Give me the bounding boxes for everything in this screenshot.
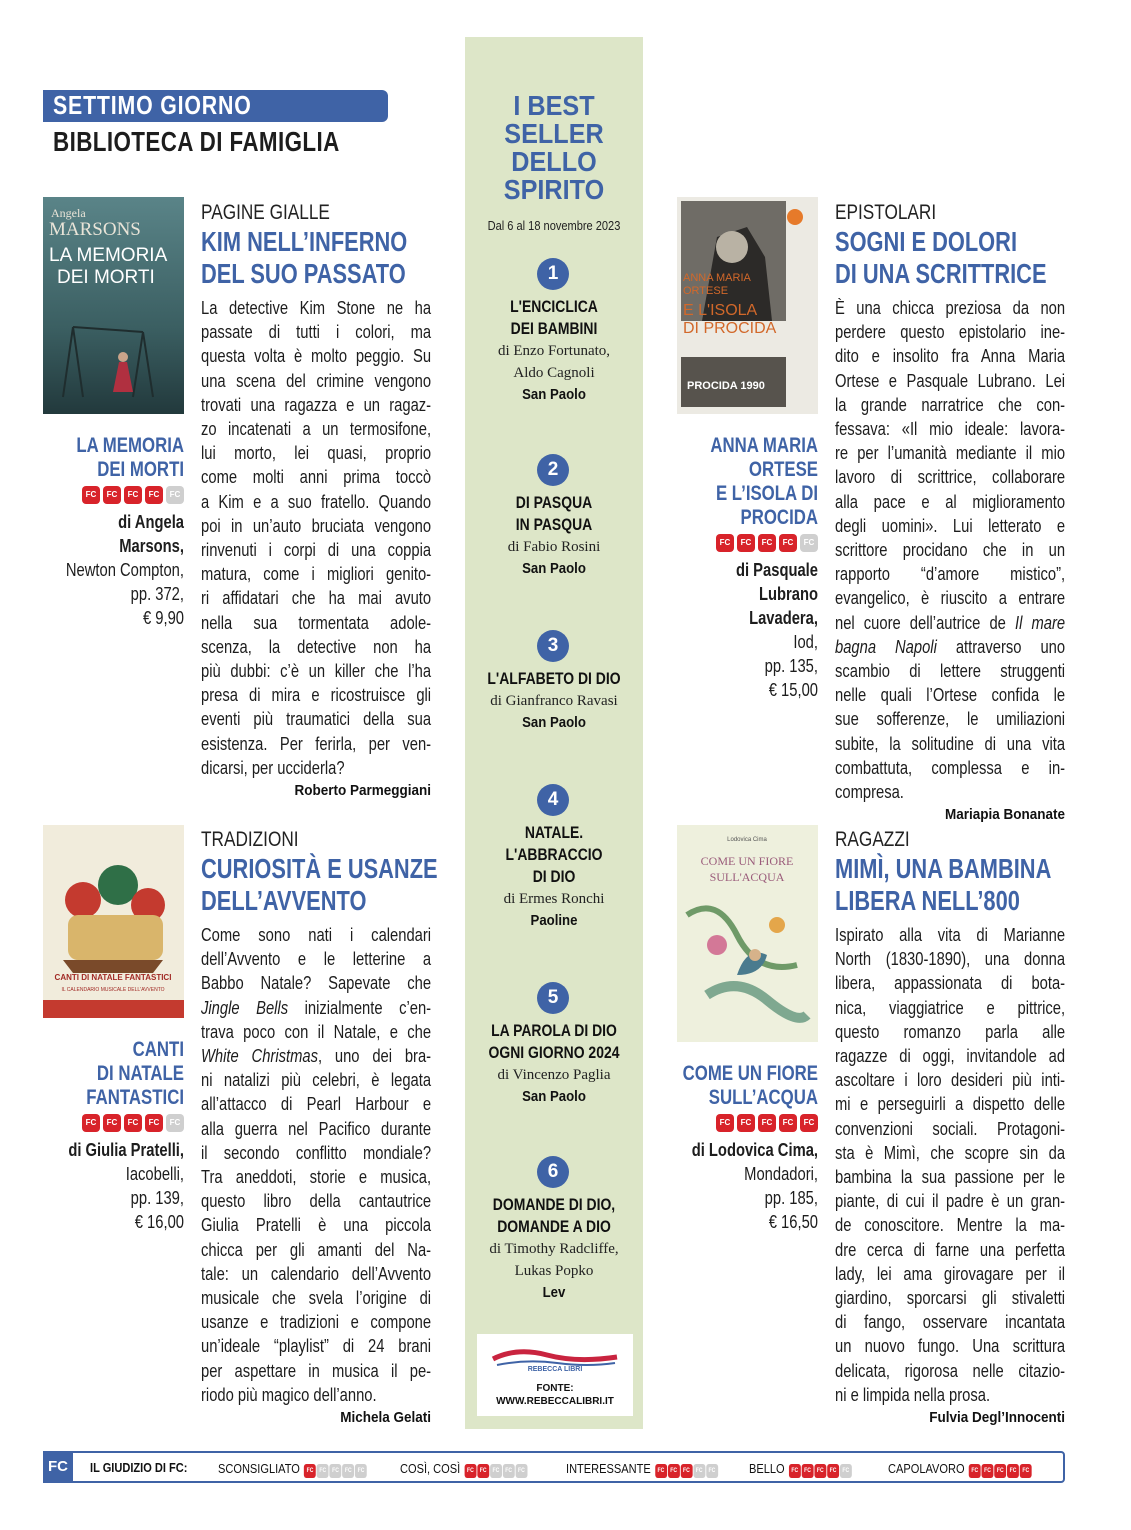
review-category: TRADIZIONI: [201, 828, 299, 851]
book-author: di Angela: [118, 512, 184, 532]
review-line: lui morto, lei quasi, proprio: [201, 443, 432, 464]
fc-rating: [637, 534, 818, 552]
review-line: Babbo Natale? Sapevate che: [201, 973, 432, 994]
review-line: tale: un calendario dell’Avvento: [201, 1263, 432, 1284]
review-article: [835, 200, 1065, 826]
review-body: [201, 296, 431, 780]
bestseller-dates: Dal 6 al 18 novembre 2023: [487, 218, 621, 233]
book-meta: € 15,00: [768, 680, 818, 700]
fc-rating-icon: FC: [814, 1464, 826, 1478]
bestseller-title: OGNI GIORNO 2024: [488, 1043, 620, 1062]
review-line: una scena del crimine vengono: [201, 370, 432, 391]
section-subtitle: BIBLIOTECA DI FAMIGLIA: [53, 126, 340, 157]
review-line: nica, viaggiatrice e pittrice,: [835, 997, 1066, 1018]
review-line: de conoscitore. Mentre la ma-: [835, 1215, 1066, 1236]
review-line: come molti anni prima toccò: [201, 467, 432, 488]
book-meta: Iod,: [793, 632, 818, 652]
review-article: [835, 827, 1065, 1429]
review-line: bambina la sua passione per le: [835, 1167, 1066, 1188]
legend-item: [218, 1460, 367, 1478]
book-meta: € 16,50: [768, 1212, 818, 1232]
review-headline: DI UNA SCRITTRICE: [835, 258, 1047, 289]
book-title: PROCIDA: [740, 506, 818, 529]
book-title: FANTASTICI: [86, 1086, 184, 1109]
review-line: esistenza. Per ferirla, per ven-: [201, 733, 432, 754]
fc-rating-icon: FC: [304, 1464, 316, 1478]
book-meta: pp. 139,: [130, 1188, 184, 1208]
book-meta: Iacobelli,: [125, 1164, 184, 1184]
book-title: LA MEMORIA: [76, 434, 184, 457]
review-line: mi e perseguirli a dispetto delle: [835, 1094, 1066, 1115]
svg-text:ORTESE: ORTESE: [683, 285, 729, 297]
legend-rating: [654, 1460, 718, 1478]
legend-label: IL GIUDIZIO DI FC:: [90, 1460, 188, 1475]
fc-rating-icon: FC: [166, 1114, 184, 1132]
bestseller-item: [465, 1194, 643, 1304]
fc-rating-icon: FC: [330, 1464, 342, 1478]
bestseller-title: DOMANDE DI DIO,: [492, 1195, 616, 1214]
book-details: [3, 434, 184, 630]
bestseller-item: [465, 492, 643, 580]
svg-text:Lodovica Cima: Lodovica Cima: [727, 837, 767, 843]
fc-rating-icon: FC: [706, 1464, 718, 1478]
review-line: questo romanzo parla alle: [835, 1021, 1066, 1042]
review-line: dell’Avvento e le letterine a: [201, 949, 432, 970]
bestseller-title: L'ABBRACCIO: [505, 845, 603, 864]
bestseller-title: I BEST SELLER DELLO SPIRITO: [503, 90, 605, 205]
rebecca-libri-logo: [487, 1345, 623, 1373]
review-line: delicata, rigorosa nelle citazio-: [835, 1360, 1066, 1381]
legend-item: [888, 1460, 1032, 1478]
fc-rating-icon: FC: [124, 486, 142, 504]
review-category: RAGAZZI: [835, 828, 910, 851]
svg-text:DEI MORTI: DEI MORTI: [57, 267, 155, 288]
book-title: ORTESE: [748, 458, 818, 481]
review-line: più dubbi: c’è un killer che l’ha: [201, 661, 432, 682]
review-line: poi in un’auto bruciata vengono: [201, 515, 432, 536]
review-line: il secondo conflitto mondiale?: [201, 1142, 432, 1163]
book-title: DEI MORTI: [97, 458, 184, 481]
review-line: all’attacco di Pearl Harbour e: [201, 1094, 432, 1115]
svg-text:LA MEMORIA: LA MEMORIA: [49, 245, 168, 266]
review-headline: CURIOSITÀ E USANZE: [201, 853, 438, 884]
svg-text:CANTI DI NATALE FANTASTICI: CANTI DI NATALE FANTASTICI: [54, 973, 172, 982]
fc-rating-icon: FC: [789, 1464, 801, 1478]
bestseller-title: DOMANDE A DIO: [497, 1217, 611, 1236]
fc-rating-icon: FC: [827, 1464, 839, 1478]
fc-rating-icon: FC: [103, 1114, 121, 1132]
fc-rating-icon: FC: [342, 1464, 354, 1478]
review-line: Tra aneddoti, storie e musica,: [201, 1167, 432, 1188]
review-line: matura, come i migliori genito-: [201, 564, 432, 585]
review-line: ascoltare i loro desideri più inti-: [835, 1070, 1066, 1091]
svg-text:MARSONS: MARSONS: [49, 219, 141, 240]
bestseller-title: L'ENCICLICA: [510, 297, 598, 316]
review-line: nelle quali l’Ortese confida le: [835, 685, 1066, 706]
review-line: libera, appassionata di bota-: [835, 973, 1066, 994]
fc-rating-icon: FC: [1007, 1464, 1019, 1478]
legend-rating: [303, 1460, 367, 1478]
bestseller-publisher: San Paolo: [522, 560, 586, 577]
book-meta: Mondadori,: [744, 1164, 818, 1184]
bestseller-publisher: Lev: [542, 1284, 566, 1301]
review-line: musicale che svela l’origine di: [201, 1288, 432, 1309]
fc-rating-icon: FC: [716, 534, 734, 552]
book-title: CANTI: [132, 1038, 184, 1061]
legend-rating: [788, 1460, 852, 1478]
rank-badge: 6: [537, 1156, 569, 1188]
book-cover-come-un-fiore: [677, 825, 818, 1042]
svg-text:ANNA MARIA: ANNA MARIA: [683, 272, 751, 284]
review-body: [835, 923, 1065, 1407]
fc-rating-icon: FC: [655, 1464, 667, 1478]
fc-rating-icon: FC: [693, 1464, 705, 1478]
review-line: rinvenuti i corpi di una coppia: [201, 540, 432, 561]
legend-label: SCONSIGLIATO: [218, 1461, 300, 1476]
review-line: questo libro della cantautrice: [201, 1191, 432, 1212]
bestseller-author: di Timothy Radcliffe,: [489, 1241, 619, 1257]
book-cover-memoria-dei-morti: [43, 197, 184, 414]
review-line: trava poco con il Natale, e che: [201, 1021, 432, 1042]
legend-label: INTERESSANTE: [566, 1461, 651, 1476]
review-line: compresa.: [835, 782, 904, 803]
bestseller-author: di Enzo Fortunato,: [497, 343, 611, 359]
review-line: dito e insolito fra Anna Maria: [835, 346, 1066, 367]
review-line: perdere questo epistolario ine-: [835, 322, 1066, 343]
review-line: North (1830-1890), una donna: [835, 949, 1066, 970]
review-line: bagna Napoli attraverso uno: [835, 636, 1066, 657]
review-line: a Kim e a suo fratello. Quando: [201, 491, 432, 512]
bestseller-title: DI PASQUA: [515, 493, 593, 512]
rank-badge: 5: [537, 982, 569, 1014]
fc-rating-icon: FC: [103, 486, 121, 504]
book-meta: € 9,90: [142, 608, 184, 628]
book-details: [637, 1062, 818, 1234]
bestseller-title: DI DIO: [532, 867, 576, 886]
review-article: [201, 200, 431, 802]
review-line: Ispirato alla vita di Marianne: [835, 925, 1066, 945]
fc-rating-icon: FC: [82, 486, 100, 504]
review-signature: Fulvia Degl’Innocenti: [929, 1409, 1065, 1427]
fc-rating-icon: FC: [1020, 1464, 1032, 1478]
review-line: chicca per gli amanti del Na-: [201, 1239, 432, 1260]
review-line: scrittore procidano che in un: [835, 540, 1066, 561]
review-line: Come sono nati i calendari: [201, 925, 432, 945]
bestseller-publisher: San Paolo: [522, 386, 586, 403]
review-line: dicarsi, per ucciderla?: [201, 757, 345, 778]
review-line: degli uomini». Lui letterato e: [835, 515, 1066, 536]
fc-rating-icon: FC: [779, 534, 797, 552]
review-line: giardino, sporcarsi gli stivaletti: [835, 1288, 1066, 1309]
review-article: [201, 827, 438, 1429]
review-headline: KIM NELL’INFERNO: [201, 226, 408, 257]
review-line: presa di mira e ricostruisce gli: [201, 685, 432, 706]
fc-rating-icon: FC: [994, 1464, 1006, 1478]
svg-text:E L'ISOLA: E L'ISOLA: [683, 302, 758, 319]
bestseller-author: di Ermes Ronchi: [503, 891, 605, 907]
review-line: La detective Kim Stone ne ha: [201, 298, 432, 318]
review-line: sue sofferenze, le umiliazioni: [835, 709, 1066, 730]
book-title: ANNA MARIA: [710, 434, 818, 457]
book-author: di Giulia Pratelli,: [68, 1140, 184, 1160]
book-title: SULL’ACQUA: [708, 1086, 818, 1109]
book-meta: pp. 372,: [130, 584, 184, 604]
bestseller-publisher: San Paolo: [522, 714, 586, 731]
fc-rating-icon: FC: [800, 1114, 818, 1132]
review-headline: SOGNI E DOLORI: [835, 226, 1018, 257]
svg-text:PROCIDA 1990: PROCIDA 1990: [687, 380, 765, 392]
review-body: [835, 296, 1065, 804]
bestseller-author: di Vincenzo Paglia: [497, 1067, 611, 1083]
bestseller-author: Aldo Cagnoli: [513, 365, 595, 381]
review-line: ragazze di oggi, invitandole ad: [835, 1046, 1066, 1067]
review-headline: DEL SUO PASSATO: [201, 258, 406, 289]
fc-rating-icon: FC: [464, 1464, 476, 1478]
review-line: la grande narratrice che con-: [835, 394, 1066, 415]
fc-rating-icon: FC: [758, 1114, 776, 1132]
bestseller-author: Lukas Popko: [514, 1263, 594, 1279]
fc-rating-icon: FC: [716, 1114, 734, 1132]
review-line: riodo più magico dell’anno.: [201, 1384, 377, 1405]
book-details: [637, 434, 818, 702]
bestseller-publisher: Paoline: [530, 912, 578, 929]
book-author: di Pasquale: [735, 560, 818, 580]
svg-text:DI PROCIDA: DI PROCIDA: [683, 320, 777, 337]
review-line: È una chicca preziosa da non: [835, 298, 1066, 318]
review-signature: Michela Gelati: [340, 1409, 431, 1427]
fc-rating: [637, 1114, 818, 1132]
svg-text:COME UN FIORE: COME UN FIORE: [700, 854, 794, 868]
fc-rating-icon: FC: [317, 1464, 329, 1478]
fc-rating: [3, 1114, 184, 1132]
fc-rating-icon: FC: [982, 1464, 994, 1478]
fc-rating-icon: FC: [668, 1464, 680, 1478]
review-line: questa volta è molto peggio. Su: [201, 346, 432, 367]
book-title: COME UN FIORE: [682, 1062, 818, 1085]
bestseller-title: LA PAROLA DI DIO: [491, 1021, 617, 1040]
book-meta: pp. 135,: [764, 656, 818, 676]
book-author: Lavadera,: [749, 608, 818, 628]
review-line: re per l’umanità mediante il mio: [835, 443, 1066, 464]
fc-rating-icon: FC: [82, 1114, 100, 1132]
bestseller-item: [465, 822, 643, 932]
review-signature: Mariapia Bonanate: [944, 806, 1065, 824]
review-line: un’ideale “playlist” di 24 brani: [201, 1336, 432, 1357]
review-line: scambio di lettere struggenti: [835, 661, 1066, 682]
review-line: usanze e tradizioni e compone: [201, 1312, 432, 1333]
fc-rating-icon: FC: [145, 486, 163, 504]
svg-text:Angela: Angela: [51, 206, 86, 220]
bestseller-title: NATALE.: [524, 823, 584, 842]
book-meta: pp. 185,: [764, 1188, 818, 1208]
review-line: lady, lei ama girovagare per il: [835, 1263, 1066, 1284]
svg-text:IL CALENDARIO MUSICALE DELL'AV: IL CALENDARIO MUSICALE DELL'AVVENTO: [61, 987, 165, 993]
legend-label: BELLO: [749, 1461, 785, 1476]
fc-rating-icon: FC: [840, 1464, 852, 1478]
fc-logo: FC: [43, 1451, 73, 1483]
fc-rating-icon: FC: [758, 534, 776, 552]
rank-badge: 1: [537, 258, 569, 290]
book-meta: € 16,00: [134, 1212, 184, 1232]
bestseller-author: di Gianfranco Ravasi: [490, 693, 618, 709]
fc-rating-icon: FC: [166, 486, 184, 504]
review-line: ni natalizi più celebri, è legata: [201, 1070, 432, 1091]
legend-rating: [968, 1460, 1032, 1478]
fc-rating-icon: FC: [490, 1464, 502, 1478]
svg-text:SULL'ACQUA: SULL'ACQUA: [709, 870, 785, 884]
book-title: E L’ISOLA DI: [715, 482, 818, 505]
review-line: fessava: «Il mio ideale: lavora-: [835, 419, 1066, 440]
review-line: nel cuore dell’autrice de Il mare: [835, 612, 1066, 633]
review-line: rapporto “d’amore mistico”,: [835, 564, 1066, 585]
review-category: EPISTOLARI: [835, 201, 937, 224]
review-line: zo incatenati a un termosifone,: [201, 419, 432, 440]
fc-rating-icon: FC: [124, 1114, 142, 1132]
review-line: ri affidatari che ha mai avuto: [201, 588, 432, 609]
review-headline: DELL’AVVENTO: [201, 885, 367, 916]
review-line: sta è Mimì, che scopre sin da: [835, 1142, 1066, 1163]
legend-item: [749, 1460, 852, 1478]
review-line: alla pace e al miglioramento: [835, 491, 1066, 512]
review-line: alla guerra nel Pacifico durante: [201, 1118, 432, 1139]
fc-rating-icon: FC: [802, 1464, 814, 1478]
section-title: SETTIMO GIORNO: [53, 90, 252, 120]
review-line: evangelico, è riuscito a entrare: [835, 588, 1066, 609]
review-line: Ortese e Pasquale Lubrano. Lei: [835, 370, 1066, 391]
review-body: [201, 923, 431, 1407]
rank-badge: 4: [537, 784, 569, 816]
review-line: piante, di cui il padre è un gran-: [835, 1191, 1066, 1212]
review-line: passate di tutti i colori, ma: [201, 322, 432, 343]
review-line: scenza, la detective non ha: [201, 636, 432, 657]
book-cover-canti-di-natale: [43, 825, 184, 1018]
review-line: lavoro di scrittrice, collaborare: [835, 467, 1066, 488]
svg-text:REBECCA LIBRI: REBECCA LIBRI: [527, 1366, 583, 1373]
review-line: combattuta, complessa e in-: [835, 757, 1066, 778]
book-title: DI NATALE: [96, 1062, 184, 1085]
fc-rating-icon: FC: [737, 534, 755, 552]
review-line: Giulia Pratelli è una piccola: [201, 1215, 432, 1236]
fc-rating-icon: FC: [145, 1114, 163, 1132]
bestseller-title: DEI BAMBINI: [510, 319, 598, 338]
review-line: nella sua tormentata adole-: [201, 612, 432, 633]
legend-label: COSÌ, COSÌ: [400, 1461, 461, 1476]
book-author: Lubrano: [758, 584, 818, 604]
fc-rating: [3, 486, 184, 504]
review-headline: MIMÌ, UNA BAMBINA: [835, 853, 1052, 884]
review-line: subite, la solitudine di una vita: [835, 733, 1066, 754]
fc-rating-icon: FC: [779, 1114, 797, 1132]
book-author: di Lodovica Cima,: [691, 1140, 818, 1160]
review-line: trovati una ragazza e un ragaz-: [201, 394, 432, 415]
fc-rating-icon: FC: [477, 1464, 489, 1478]
legend-rating: [464, 1460, 528, 1478]
review-line: per aspettare in musica il pe-: [201, 1360, 432, 1381]
rank-badge: 2: [537, 454, 569, 486]
fc-rating-icon: FC: [737, 1114, 755, 1132]
review-line: Jingle Bells inizialmente c’en-: [201, 997, 432, 1018]
review-line: convenzioni sociali. Protagoni-: [835, 1118, 1066, 1139]
bestseller-author: di Fabio Rosini: [507, 539, 601, 555]
book-details: [3, 1038, 184, 1234]
bestseller-publisher: San Paolo: [522, 1088, 586, 1105]
review-signature: Roberto Parmeggiani: [294, 782, 431, 800]
bestseller-item: [465, 1020, 643, 1108]
bestseller-item: [465, 296, 643, 406]
legend-item: [400, 1460, 527, 1478]
fc-rating-icon: FC: [680, 1464, 692, 1478]
book-meta: Newton Compton,: [65, 560, 184, 580]
book-cover-ortese-procida: [677, 197, 818, 414]
legend-label: CAPOLAVORO: [888, 1461, 965, 1476]
fc-rating-icon: FC: [969, 1464, 981, 1478]
bestseller-item: [465, 668, 643, 734]
review-line: ni e limpida nella prosa.: [835, 1384, 991, 1405]
fc-rating-icon: FC: [503, 1464, 515, 1478]
bestseller-title: IN PASQUA: [515, 515, 593, 534]
source-credit: FONTE: WWW.REBECCALIBRI.IT: [496, 1383, 614, 1407]
fc-rating-icon: FC: [355, 1464, 367, 1478]
bestseller-title: L'ALFABETO DI DIO: [487, 669, 621, 688]
review-line: di fango, osservare incantata: [835, 1312, 1066, 1333]
review-line: eventi più traumatici della sua: [201, 709, 432, 730]
review-category: PAGINE GIALLE: [201, 201, 330, 224]
fc-rating-icon: FC: [515, 1464, 527, 1478]
review-line: dre cerca di farne una perfetta: [835, 1239, 1066, 1260]
review-line: un nuovo fungo. Una scrittura: [835, 1336, 1066, 1357]
book-author: Marsons,: [119, 536, 184, 556]
review-line: White Christmas, uno dei bra-: [201, 1046, 432, 1067]
rank-badge: 3: [537, 630, 569, 662]
review-headline: LIBERA NELL’800: [835, 885, 1020, 916]
legend-item: [566, 1460, 718, 1478]
fc-rating-icon: FC: [800, 534, 818, 552]
